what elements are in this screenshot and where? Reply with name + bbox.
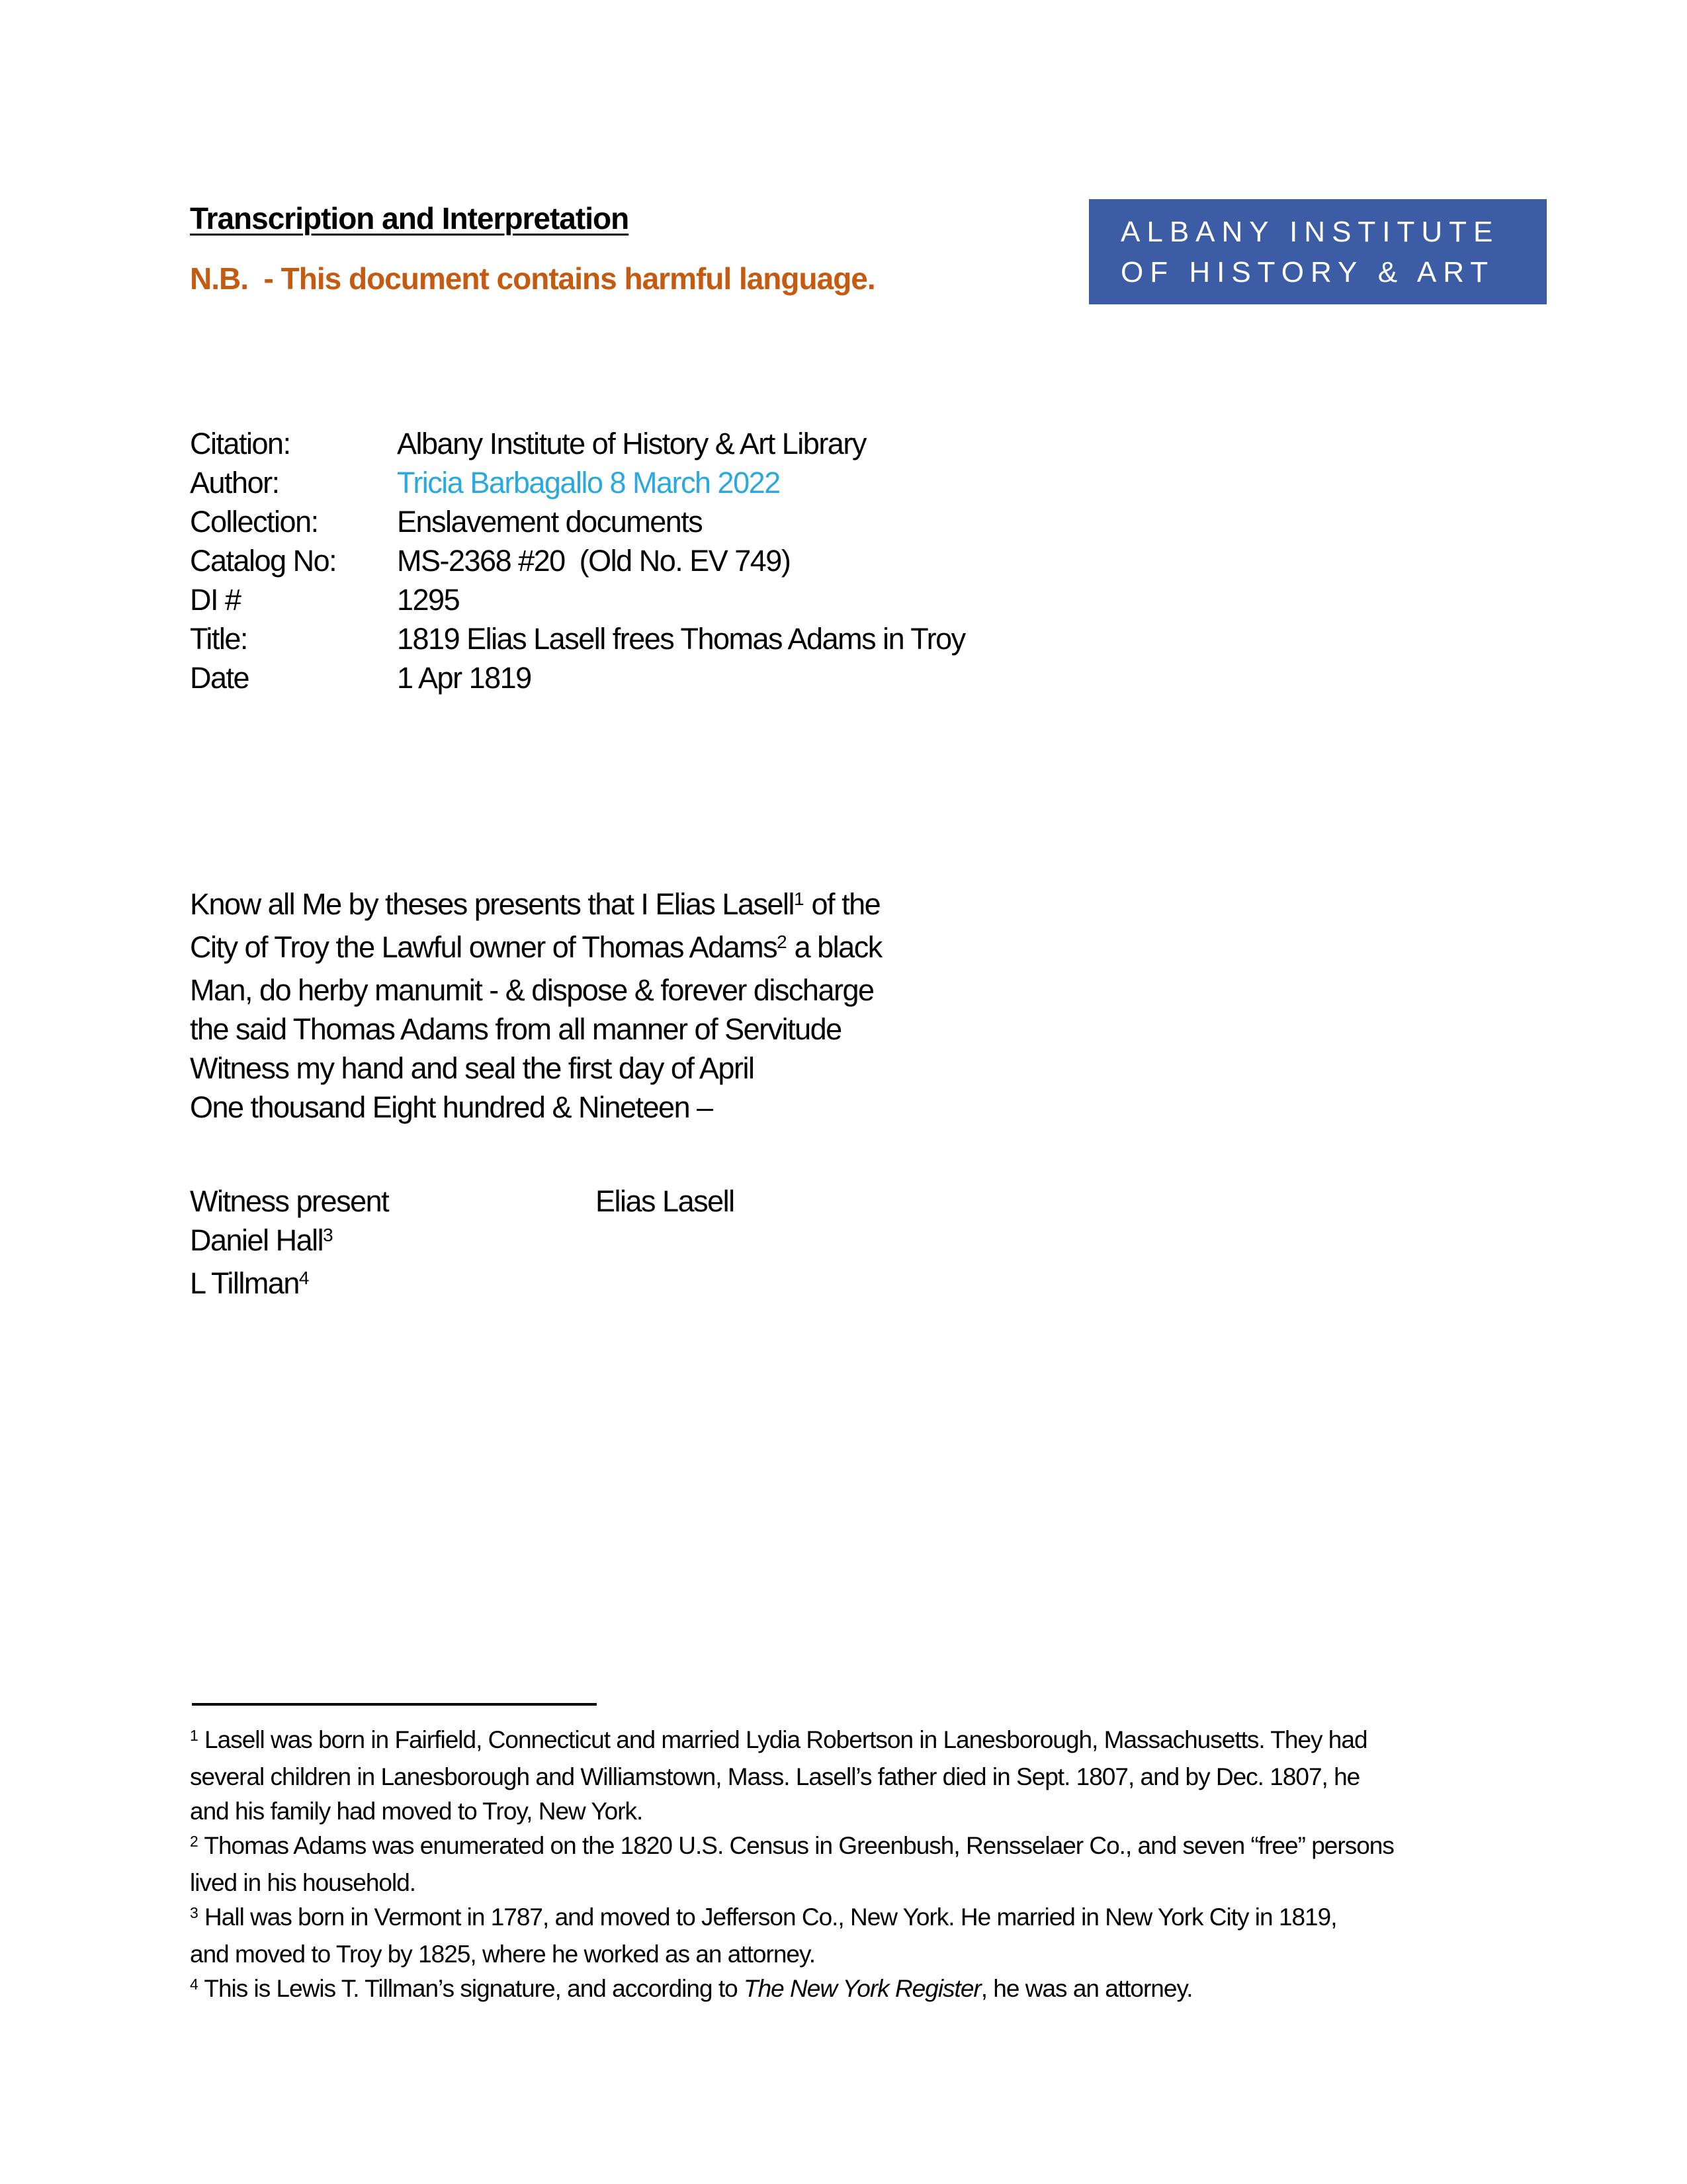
- text-segment: of the: [804, 887, 881, 921]
- superscript: 1: [794, 889, 804, 910]
- text-segment: Lasell was born in Fairfield, Connecticut and married Lydia Robertson in Lanesborough, Massachusetts. They had: [198, 1726, 1367, 1753]
- citation-table: [190, 424, 965, 697]
- text-line: [190, 971, 882, 1010]
- text-segment: L Tillman: [190, 1266, 299, 1300]
- text-segment: Man, do herby manumit - & dispose & forever discharge: [190, 973, 874, 1007]
- text-segment: Daniel Hall: [190, 1223, 324, 1257]
- text-line: [190, 1182, 388, 1221]
- text-segment: a black: [787, 930, 882, 964]
- text-segment: Witness present: [190, 1184, 389, 1218]
- citation-row: [190, 580, 965, 619]
- citation-row: [190, 424, 965, 463]
- signer-name: Elias Lasell: [595, 1184, 734, 1218]
- text-segment: Thomas Adams was enumerated on the 1820 U.S. Census in Greenbush, Rensselaer Co., and seven “free” persons: [198, 1832, 1394, 1859]
- footnote-separator: [192, 1703, 597, 1706]
- text-segment: the said Thomas Adams from all manner of Servitude: [190, 1012, 842, 1046]
- citation-row: [190, 541, 965, 580]
- text-line: [190, 1760, 1533, 1794]
- text-line: [190, 1829, 1533, 1866]
- text-line: [190, 1937, 1533, 1972]
- text-line: [190, 928, 882, 971]
- citation-value: Albany Institute of History & Art Library: [397, 427, 866, 460]
- text-segment: lived in his household.: [190, 1869, 416, 1896]
- superscript: 1: [190, 1726, 198, 1744]
- text-segment: This is Lewis T. Tillman’s signature, and according to: [198, 1975, 744, 2002]
- text-segment: Witness my hand and seal the first day of April: [190, 1051, 754, 1085]
- superscript: 4: [190, 1975, 198, 1993]
- text-line: [190, 1049, 882, 1088]
- albany-institute-logo: [1089, 199, 1547, 304]
- citation-label: Author:: [190, 466, 279, 500]
- text-line: [190, 1794, 1533, 1829]
- transcription-text: [190, 885, 882, 1127]
- citation-value: 1295: [397, 583, 460, 617]
- text-segment: several children in Lanesborough and Williamstown, Mass. Lasell’s father died in Sept. 1807, and by Dec. 1807, he: [190, 1763, 1360, 1790]
- text-segment: and moved to Troy by 1825, where he worked as an attorney.: [190, 1941, 816, 1968]
- citation-row: [190, 463, 965, 502]
- citation-value: 1819 Elias Lasell frees Thomas Adams in Troy: [397, 622, 965, 656]
- text-line: [190, 1866, 1533, 1900]
- text-line: [190, 1723, 1533, 1760]
- text-segment: Hall was born in Vermont in 1787, and moved to Jefferson Co., New York. He married in New York City in 1819,: [198, 1903, 1337, 1931]
- text-segment: , he was an attorney.: [980, 1975, 1193, 2002]
- text-line: [190, 1264, 388, 1307]
- logo-line-1: ALBANY INSTITUTE: [1121, 215, 1500, 248]
- citation-row: [190, 658, 965, 697]
- text-line: [190, 1088, 882, 1127]
- text-segment: The New York Register: [743, 1975, 981, 2002]
- citation-label: Title:: [190, 622, 247, 656]
- superscript: 3: [190, 1903, 198, 1921]
- citation-row: [190, 502, 965, 541]
- text-segment: One thousand Eight hundred & Nineteen –: [190, 1090, 713, 1124]
- text-segment: City of Troy the Lawful owner of Thomas Adams: [190, 930, 777, 964]
- citation-row: [190, 619, 965, 658]
- harmful-language-notice: N.B. - This document contains harmful language.: [190, 261, 875, 296]
- text-line: [190, 1010, 882, 1049]
- citation-value: MS-2368 #20 (Old No. EV 749): [397, 544, 791, 578]
- page-title: Transcription and Interpretation: [190, 201, 629, 236]
- citation-label: DI #: [190, 583, 241, 617]
- text-line: [190, 1221, 388, 1264]
- citation-label: Citation:: [190, 427, 290, 460]
- text-segment: Know all Me by theses presents that I Elias Lasell: [190, 887, 795, 921]
- footnotes: [190, 1723, 1533, 2009]
- citation-label: Catalog No:: [190, 544, 337, 578]
- citation-label: Date: [190, 661, 249, 695]
- citation-value: Tricia Barbagallo 8 March 2022: [397, 466, 780, 500]
- superscript: 2: [777, 932, 787, 953]
- citation-value: Enslavement documents: [397, 505, 703, 539]
- logo-line-2: OF HISTORY & ART: [1121, 255, 1495, 288]
- text-segment: and his family had moved to Troy, New York.: [190, 1798, 643, 1825]
- superscript: 3: [323, 1225, 333, 1246]
- citation-label: Collection:: [190, 505, 318, 539]
- superscript: 4: [298, 1268, 310, 1289]
- text-line: [190, 1900, 1533, 1937]
- text-line: [190, 1972, 1533, 2009]
- text-line: [190, 885, 882, 928]
- superscript: 2: [190, 1832, 198, 1850]
- citation-value: 1 Apr 1819: [397, 661, 531, 695]
- witness-list: [190, 1182, 388, 1307]
